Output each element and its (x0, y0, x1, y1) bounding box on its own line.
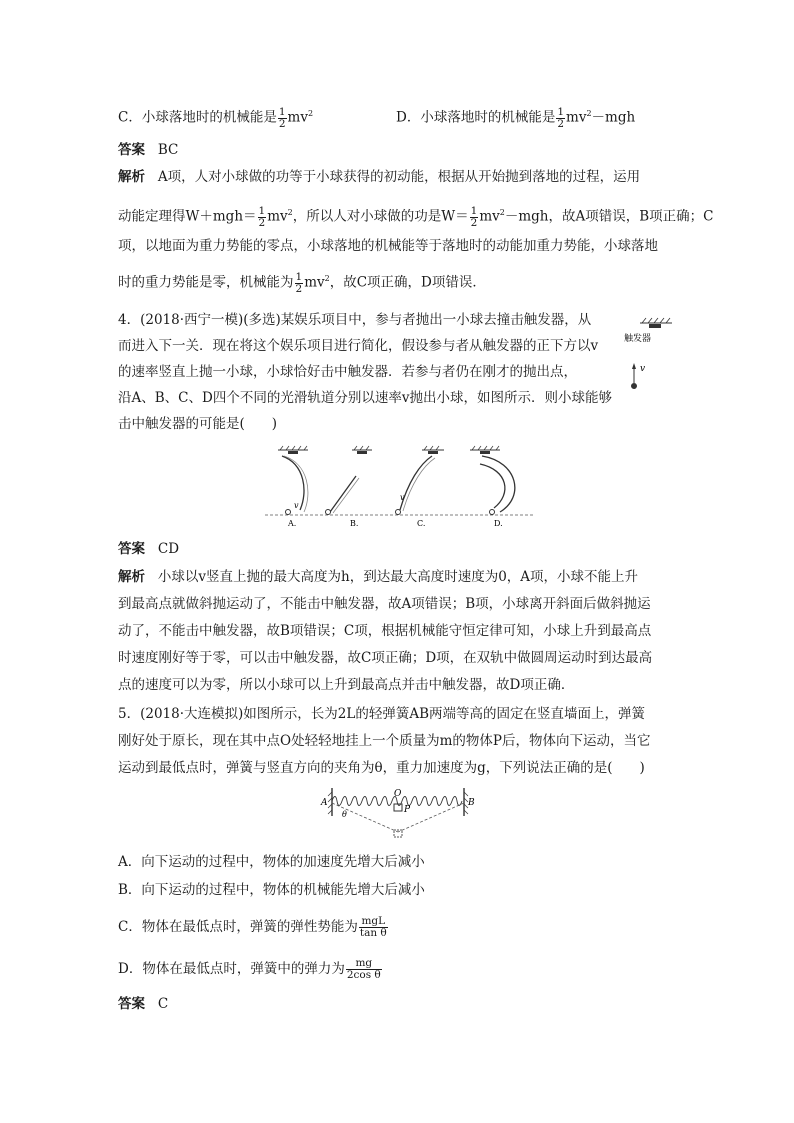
q4-stem-line-1 (118, 310, 591, 330)
track-d (470, 446, 515, 528)
analysis-label: 解析 (118, 169, 145, 185)
analysis-text: 小球以v竖直上抛的最大高度为h，到达最大高度时速度为0，A项，小球不能上升 (157, 569, 639, 585)
spring-figure (318, 784, 478, 840)
q4-stem-line-3 (118, 362, 577, 382)
analysis-text: 动能定理得W＋mgh＝ (118, 208, 257, 225)
answer-label: 答案 (118, 996, 145, 1012)
answer-value: BC (157, 142, 179, 158)
answer-label: 答案 (118, 541, 145, 557)
question-text: 而进入下一关．现在将这个娱乐项目进行简化，假设参与者从触发器的正下方以v (118, 338, 599, 354)
superscript: 2 (586, 109, 592, 118)
option-label-b: B. (350, 519, 359, 528)
trigger-figure (622, 315, 682, 395)
q5-stem-line-3 (118, 758, 645, 778)
q5-option-a (118, 852, 425, 872)
fraction (556, 107, 565, 130)
analysis-text: －mgh，故A项错误，B项正确；C (504, 208, 714, 225)
fraction (278, 107, 287, 130)
q5-stem-line-1 (118, 704, 645, 724)
answer-value: CD (157, 541, 180, 557)
option-label-d: D. (494, 519, 503, 528)
q5-option-d (118, 958, 383, 981)
frac-den: 2 (557, 117, 565, 130)
question-text: 运动到最低点时，弹簧与竖直方向的夹角为θ，重力加速度为g，下列说法正确的是( ) (118, 760, 645, 776)
option-text: D．物体在最低点时，弹簧中的弹力为 (118, 961, 345, 977)
superscript: 2 (324, 274, 330, 283)
question-text: 4．(2018·西宁一模)(多选)某娱乐项目中，参与者抛出一小球去撞击触发器，从 (118, 312, 592, 328)
tracks-figure (260, 442, 540, 532)
trigger-block (649, 324, 661, 328)
frac-den: 2 (258, 216, 266, 229)
fraction (258, 206, 267, 229)
q3-analysis-line-4 (118, 269, 486, 295)
superscript: 2 (287, 208, 293, 217)
fraction (359, 916, 388, 939)
frac-den: 2 (295, 282, 303, 295)
answer-value: C (157, 996, 169, 1012)
q4-analysis-line-2 (118, 594, 651, 614)
analysis-text: 时速度刚好等于零，可以击中触发器，故C项正确；D项，在双轨中做圆周运动时到达最高 (118, 650, 653, 666)
q4-analysis-line-4 (118, 648, 652, 668)
q5-option-c (118, 916, 389, 939)
label-o: O (394, 789, 402, 799)
q4-analysis-line-5 (118, 675, 574, 695)
fraction (346, 958, 382, 981)
analysis-text: 到最高点就做斜抛运动了，不能击中触发器，故A项错误；B项，小球离开斜面后做斜抛运 (118, 596, 651, 612)
label-a: A (321, 798, 328, 808)
frac-num: 1 (258, 204, 266, 217)
label-p: P (404, 805, 411, 815)
frac-num: 1 (278, 105, 286, 118)
frac-num: mgL (359, 916, 388, 928)
q4-answer (118, 539, 179, 559)
q4-stem-line-5 (118, 414, 277, 434)
q3-analysis-line-3 (118, 236, 658, 256)
analysis-text: 点的速度可以为零，所以小球可以上升到最高点并击中触发器，故D项正确． (118, 677, 575, 693)
ball (631, 383, 637, 389)
frac-den: 2 (278, 117, 286, 130)
q4-stem-line-2 (118, 336, 598, 356)
q3-option-d (396, 104, 635, 130)
q3-option-c-text: C．小球落地时的机械能是 (118, 109, 277, 126)
q4-analysis-line-1 (118, 567, 638, 587)
question-text: 5．(2018·大连模拟)如图所示，长为2L的轻弹簧AB两端等高的固定在竖直墙面上，弹簧 (118, 706, 645, 722)
q3-option-c-formula: mv (287, 109, 308, 126)
track-c (396, 446, 445, 528)
q3-option-d-formula-tail: －mgh (591, 109, 636, 126)
answer-label: 答案 (118, 142, 145, 158)
velocity-label: v (640, 364, 646, 374)
question-text: 刚好处于原长，现在其中点O处轻轻地挂上一个质量为m的物体P后，物体向下运动，当它 (118, 733, 651, 749)
option-text: A．向下运动的过程中，物体的加速度先增大后减小 (118, 854, 425, 870)
analysis-text: ，故C项正确，D项错误． (329, 274, 486, 291)
superscript: 2 (499, 208, 505, 217)
q3-option-d-formula: mv (566, 109, 587, 126)
frac-den: tan θ (359, 927, 387, 939)
option-text: C．物体在最低点时，弹簧的弹性势能为 (118, 919, 358, 935)
q5-option-b (118, 880, 425, 900)
analysis-text: A项，人对小球做的功等于小球获得的初动能，根据从开始抛到落地的过程，运用 (157, 169, 641, 185)
track-a (278, 446, 308, 528)
q4-analysis-line-3 (118, 621, 651, 641)
frac-den: 2 (470, 216, 478, 229)
velocity-label: v (400, 493, 405, 502)
fraction (470, 206, 479, 229)
question-text: 沿A、B、C、D四个不同的光滑轨道分别以速率v抛出小球，如图所示．则小球能够 (118, 390, 612, 406)
fraction (295, 272, 304, 295)
formula: mv (304, 274, 325, 291)
trigger-label: 触发器 (624, 334, 652, 344)
q3-answer (118, 140, 178, 160)
analysis-text: 动了，不能击中触发器，故B项错误；C项，根据机械能守恒定律可知，小球上升到最高点 (118, 623, 652, 639)
analysis-text: 时的重力势能是零，机械能为 (118, 274, 294, 291)
q3-analysis-line-1 (118, 167, 640, 187)
option-label-a: A. (288, 519, 297, 528)
formula: mv (479, 208, 500, 225)
q5-answer (118, 994, 168, 1014)
q3-option-c (118, 104, 313, 130)
question-text: 击中触发器的可能是( ) (118, 416, 278, 432)
label-b: B (468, 798, 475, 808)
q3-analysis-line-2 (118, 203, 713, 229)
analysis-text: ，所以人对小球做的功是W＝ (292, 208, 469, 225)
q3-option-d-text: D．小球落地时的机械能是 (396, 109, 556, 126)
frac-num: 1 (470, 204, 478, 217)
analysis-text: 项，以地面为重力势能的零点，小球落地的机械能等于落地时的动能加重力势能，小球落地 (118, 238, 658, 254)
frac-num: 1 (557, 105, 565, 118)
frac-num: 1 (295, 270, 303, 283)
superscript: 2 (307, 109, 314, 118)
question-text: 的速率竖直上抛一小球，小球恰好击中触发器．若参与者仍在刚才的抛出点， (118, 364, 577, 380)
formula: mv (267, 208, 288, 225)
q5-stem-line-2 (118, 731, 650, 751)
option-label-c: C. (417, 519, 426, 528)
velocity-label: v (294, 501, 299, 510)
track-b (326, 446, 373, 528)
option-text: B．向下运动的过程中，物体的机械能先增大后减小 (118, 882, 425, 898)
analysis-label: 解析 (118, 569, 145, 585)
frac-num: mg (346, 958, 382, 970)
frac-den: 2cos θ (346, 969, 381, 981)
q4-stem-line-4 (118, 388, 612, 408)
label-theta: θ (342, 810, 347, 819)
